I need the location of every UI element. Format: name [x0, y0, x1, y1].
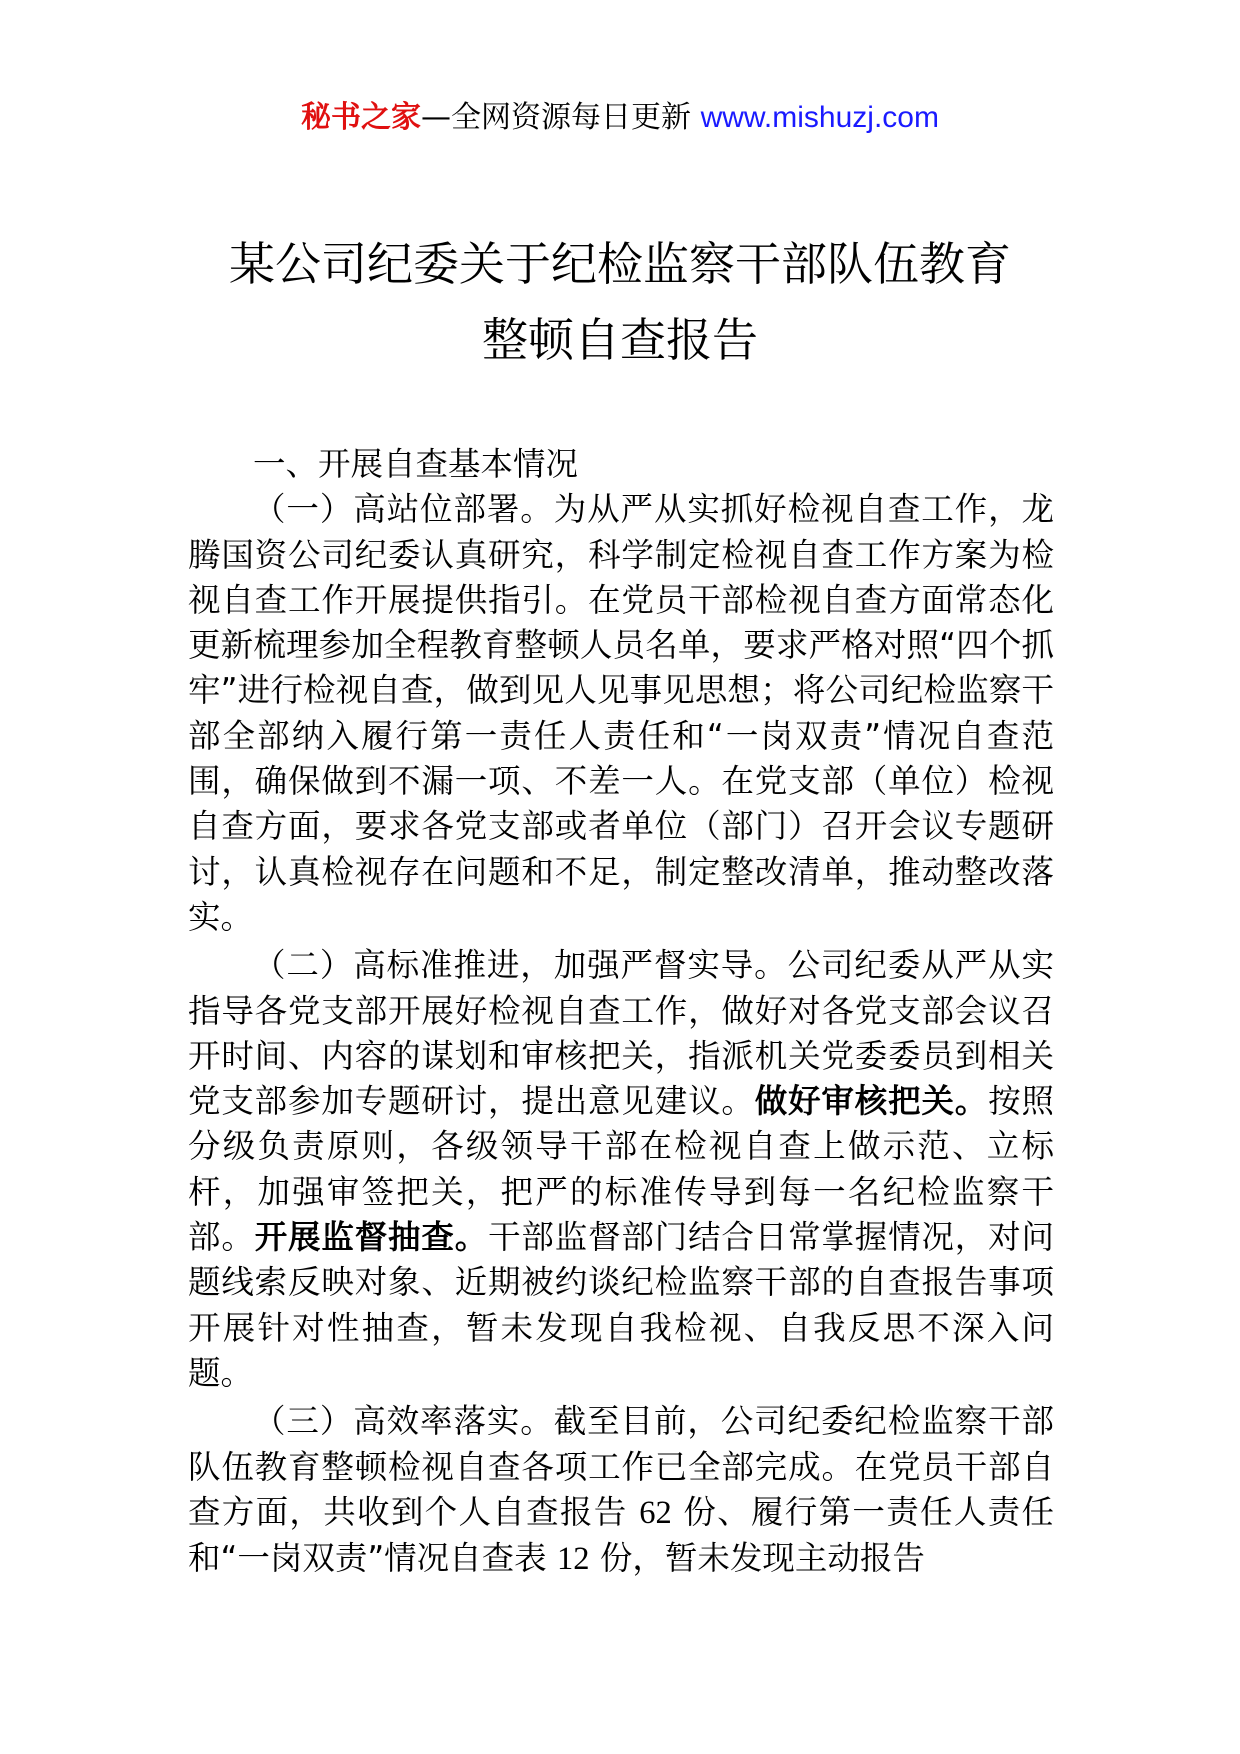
- section-heading: 一、开展自查基本情况: [253, 445, 579, 483]
- paragraph-3-text-c: 份，暂未发现主动报告: [599, 1539, 925, 1578]
- form-count: 12: [557, 1541, 590, 1578]
- paragraph-3-text-a: （三）高效率落实。截至目前，公司纪委纪检监察干部队伍教育整顿检视自查各项工作已全部完成。在党员干部自查方面，共收到个人自查报告: [188, 1402, 1054, 1531]
- paragraph-2-bold-2: 开展监督抽查。: [254, 1218, 489, 1257]
- paragraph-2-text-a: （二）高标准推进，加强严督实导。公司纪委从严从实指导各党支部开展好检视自查工作，做好对各党支部会议召开时间、内容的谋划和审核把关，指派机关党委委员到相关党支部参加专题研讨，提出意见建议。: [188, 946, 1054, 1121]
- paragraph-3-text-b: 份、履行第一责任人责任和“一岗双责”情况自查表: [188, 1492, 1054, 1578]
- site-header: [0, 98, 1240, 138]
- paragraph-2: [188, 943, 1054, 1396]
- paragraph-1: （一）高站位部署。为从严从实抓好检视自查工作，龙腾国资公司纪委认真研究，科学制定检视自查工作方案为检视自查工作开展提供指引。在党员干部检视自查方面常态化更新梳理参加全程教育整顿人员名单，要求严格对照“四个抓牢”进行检视自查，做到见人见事见思想；将公司纪检监察干部全部纳入履行第一责任人责任和“一岗双责”情况自查范围，确保做到不漏一项、不差一人。在党支部（单位）检视自查方面，要求各党支部或者单位（部门）召开会议专题研讨，认真检视存在问题和不足，制定整改清单，推动整改落实。: [188, 490, 1054, 936]
- paragraph-3: [188, 1399, 1054, 1582]
- paragraph-2-bold-1: 做好审核把关。: [754, 1082, 989, 1121]
- site-url-link[interactable]: www.mishuzj.com: [700, 101, 939, 134]
- header-tagline: —全网资源每日更新: [421, 100, 692, 135]
- paragraph-2-text-c: 干部监督部门结合日常掌握情况，对问题线索反映对象、近期被约谈纪检监察干部的自查报告事项开展针对性抽查，暂未发现自我检视、自我反思不深入问题。: [188, 1218, 1054, 1392]
- brand-name: 秘书之家: [301, 100, 422, 135]
- paragraph-2-text-b: 按照分级负责原则，各级领导干部在检视自查上做示范、立标杆，加强审签把关，把严的标准传导到每一名纪检监察干部。: [188, 1082, 1054, 1257]
- document-body: [188, 442, 1054, 1582]
- report-count: 62: [639, 1494, 672, 1531]
- document-title: [0, 226, 1240, 378]
- title-line-1: 某公司纪委关于纪检监察干部队伍教育: [229, 237, 1011, 291]
- title-line-2: 整顿自查报告: [482, 313, 758, 367]
